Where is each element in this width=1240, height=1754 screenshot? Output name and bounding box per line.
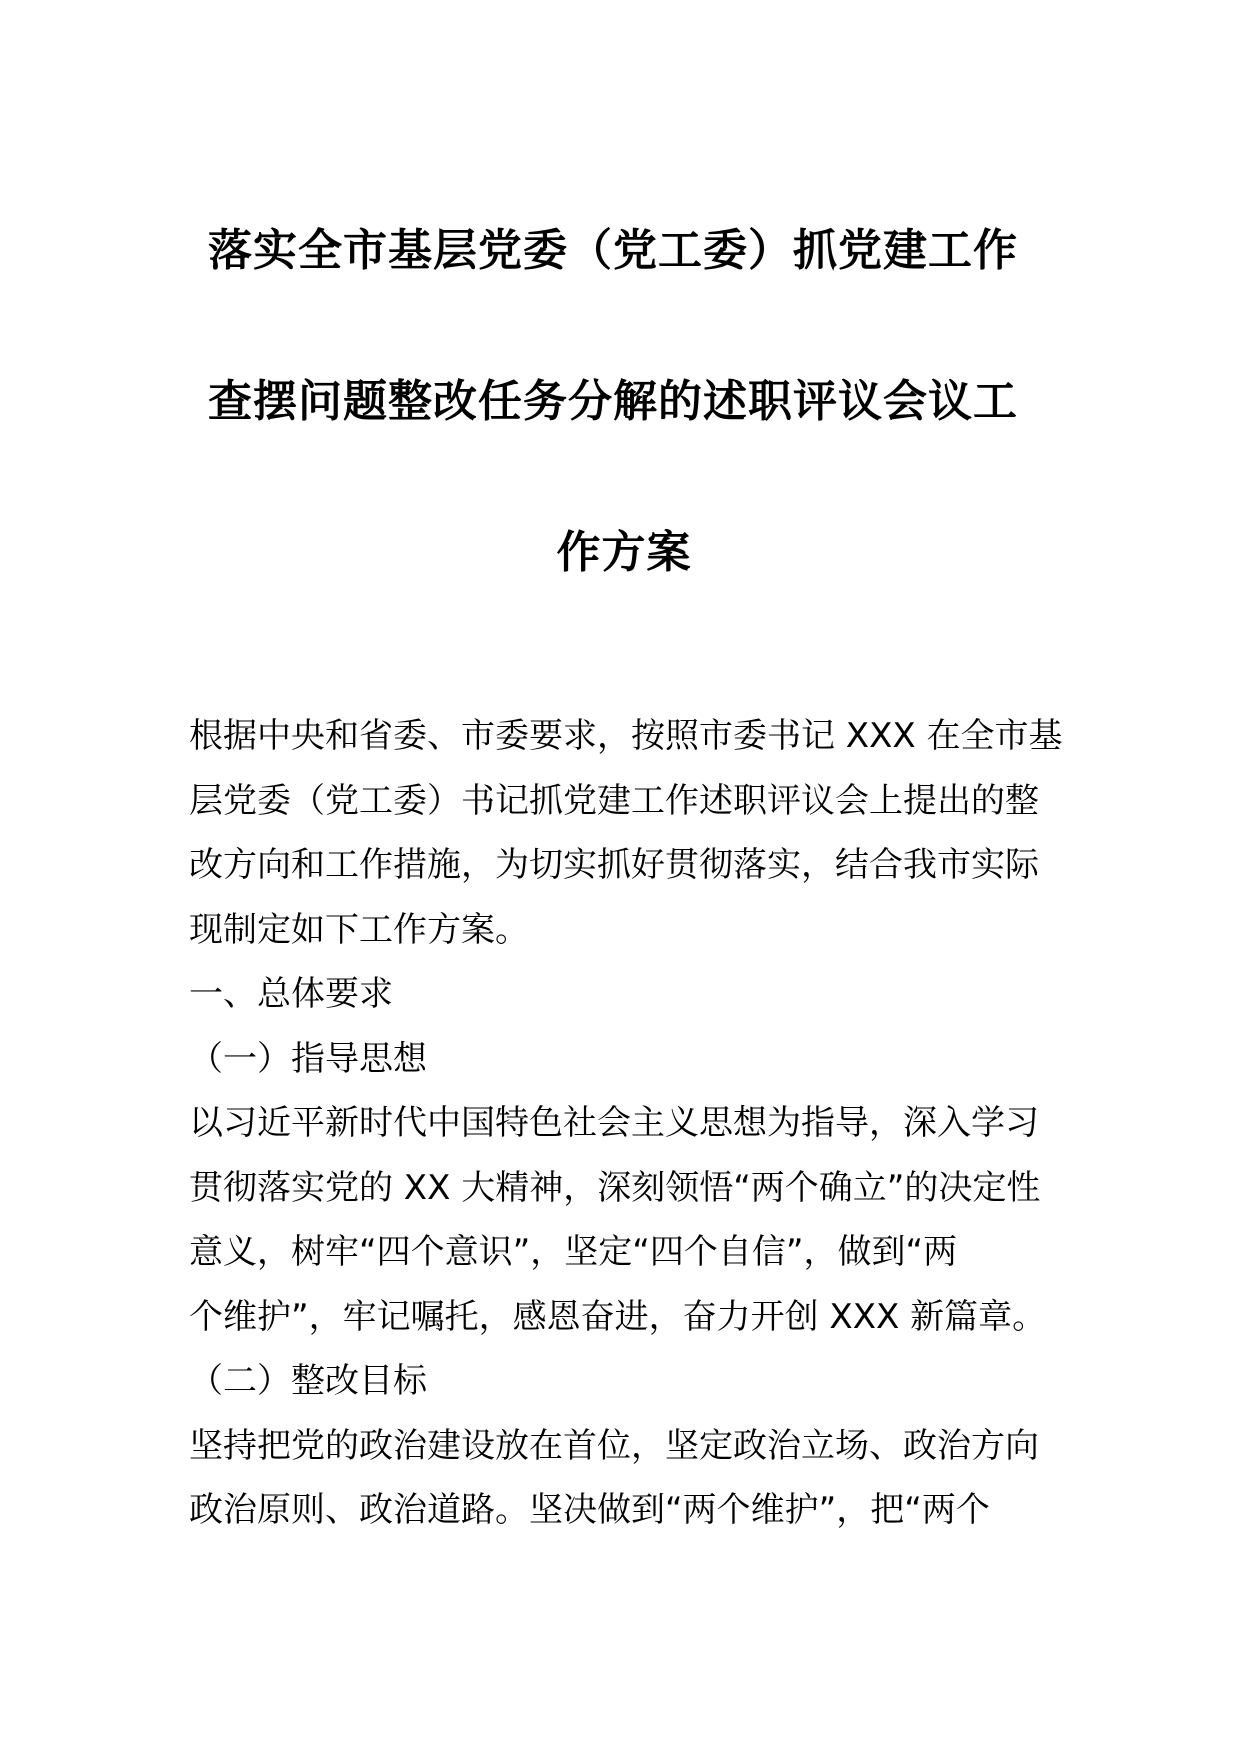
intro-line: 改方向和工作措施，为切实抓好贯彻落实，结合我市实际 <box>189 845 1039 885</box>
subsection-heading-text: （一）指导思想 <box>189 1038 427 1079</box>
paragraph-line: 坚持把党的政治建设放在首位，坚定政治立场、政治方向 <box>189 1425 1039 1466</box>
subsection-heading-rectification-goals <box>189 1349 1059 1414</box>
intro-line: 层党委（党工委）书记抓党建工作述职评议会上提出的整 <box>189 780 1039 821</box>
intro-line: 现制定如下工作方案。 <box>189 909 529 950</box>
title-line-2: 查摆问题整改任务分解的述职评议会议工 <box>208 376 1018 427</box>
paragraph-line: 以习近平新时代中国特色社会主义思想为指导，深入学习 <box>189 1103 1039 1143</box>
paragraph-line: 贯彻落实党的 XX 大精神，深刻领悟“两个确立”的决定性 <box>189 1167 1041 1208</box>
title-line-1: 落实全市基层党委（党工委）抓党建工作 <box>208 225 1018 276</box>
document-body <box>189 704 1063 1543</box>
section-heading-text: 一、总体要求 <box>189 974 393 1014</box>
section-heading-general-requirements <box>189 962 1059 1027</box>
guiding-thought-paragraph <box>189 1091 1059 1349</box>
subsection-heading-guiding-thought <box>189 1027 1059 1092</box>
paragraph-line: 政治原则、政治道路。坚决做到“两个维护”，把“两个 <box>189 1490 990 1530</box>
intro-paragraph <box>189 704 1063 962</box>
document-title <box>189 175 1059 628</box>
intro-line: 根据中央和省委、市委要求，按照市委书记 XXX 在全市基 <box>189 716 1063 756</box>
title-line-3: 作方案 <box>556 527 692 578</box>
paragraph-line: 个维护”，牢记嘱托，感恩奋进，奋力开创 XXX 新篇章。 <box>189 1296 1047 1337</box>
subsection-heading-text: （二）整改目标 <box>189 1361 427 1401</box>
rectification-goals-paragraph <box>189 1414 1059 1543</box>
paragraph-line: 意义，树牢“四个意识”，坚定“四个自信”，做到“两 <box>189 1232 958 1272</box>
